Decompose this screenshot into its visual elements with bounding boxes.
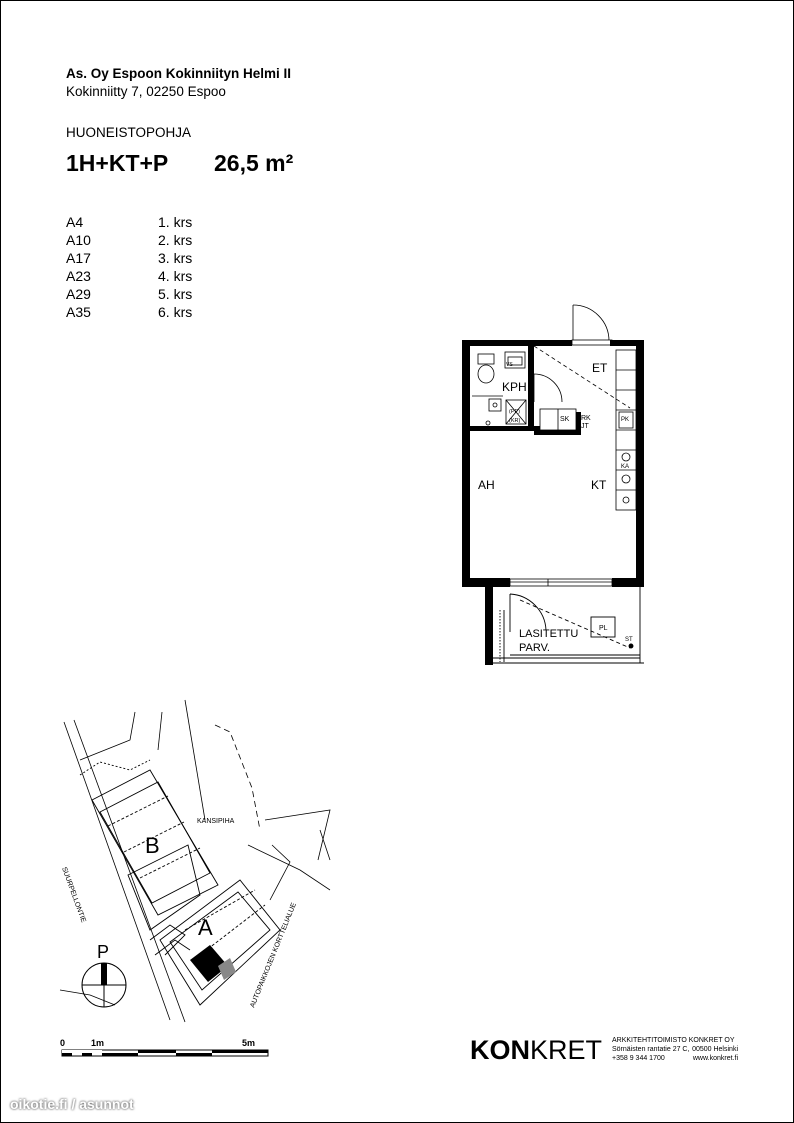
office-postal: 00500 Helsinki bbox=[692, 1046, 738, 1053]
balcony-door-window bbox=[510, 579, 612, 586]
logo-light-part: KRET bbox=[530, 1035, 603, 1065]
room-label-balcony-1: LASITETTU bbox=[519, 628, 579, 640]
office-web: www.konkret.fi bbox=[692, 1055, 738, 1062]
label-ka: KA bbox=[621, 464, 630, 470]
site-plan bbox=[0, 690, 400, 1110]
room-label-kph: KPH bbox=[502, 380, 527, 394]
apartment-id: A10 bbox=[66, 232, 91, 248]
kansipiha-label: KANSIPIHA bbox=[197, 818, 235, 825]
apartment-floor: 6. krs bbox=[158, 304, 193, 320]
apartment-floor: 1. krs bbox=[158, 214, 193, 230]
apartment-floor: 4. krs bbox=[158, 268, 193, 284]
entrance-door bbox=[572, 305, 612, 345]
scale-label-1m: 1m bbox=[91, 1038, 105, 1048]
room-configuration: 1H+KT+P bbox=[66, 150, 169, 176]
room-label-ah: AH bbox=[478, 478, 495, 492]
label-rk: RK bbox=[581, 415, 591, 422]
apartment-id: A23 bbox=[66, 268, 91, 284]
street-west-label: SUURPELLONTIE bbox=[60, 866, 87, 924]
scale-label-0: 0 bbox=[60, 1038, 66, 1048]
konkret-logo bbox=[470, 1035, 602, 1066]
site-boundaries bbox=[60, 700, 330, 1022]
label-pp: (PP) bbox=[509, 409, 520, 415]
office-info bbox=[612, 1036, 738, 1063]
watermark: oikotie.fi / asunnot bbox=[10, 1096, 134, 1112]
office-phone: +358 9 344 1700 bbox=[612, 1055, 665, 1062]
scale-label-5m: 5m bbox=[242, 1038, 256, 1048]
compass-label: P bbox=[97, 942, 110, 962]
balcony bbox=[493, 587, 644, 663]
apartment-floor: 3. krs bbox=[158, 250, 193, 266]
room-label-kt: KT bbox=[591, 478, 607, 492]
plan-type-title: HUONEISTOPOHJA bbox=[66, 125, 192, 140]
apartment-floor: 5. krs bbox=[158, 286, 193, 302]
label-st: ST bbox=[625, 637, 633, 643]
apartment-id: A35 bbox=[66, 304, 91, 320]
north-arrow-icon bbox=[82, 963, 126, 1007]
kitchen-counter bbox=[616, 350, 636, 510]
apartment-id: A17 bbox=[66, 250, 91, 266]
label-sk: SK bbox=[560, 416, 570, 423]
street-east-label: AUTOPAIKKOJEN KORTTELIALUE bbox=[249, 901, 298, 1009]
logo-bold-part: KON bbox=[470, 1035, 530, 1065]
apartment-area: 26,5 m² bbox=[214, 150, 294, 176]
label-jt: JT bbox=[581, 423, 589, 430]
office-name: ARKKITEHTITOIMISTO KONKRET OY bbox=[612, 1037, 735, 1044]
apartment-id: A29 bbox=[66, 286, 91, 302]
building-b-label: B bbox=[145, 833, 160, 858]
project-name: As. Oy Espoon Kokinniityn Helmi II bbox=[66, 66, 292, 81]
apartment-id: A4 bbox=[66, 214, 84, 230]
label-pl: PL bbox=[599, 625, 608, 632]
label-kr: (KR) bbox=[509, 418, 521, 424]
scale-bar bbox=[62, 1050, 268, 1056]
building-a-label: A bbox=[198, 915, 213, 940]
label-vs: VS bbox=[506, 362, 513, 368]
room-label-et: ET bbox=[592, 361, 608, 375]
project-address: Kokinniitty 7, 02250 Espoo bbox=[66, 84, 226, 99]
office-street: Sörnäisten rantatie 27 C, bbox=[612, 1046, 690, 1053]
room-label-balcony-2: PARV. bbox=[519, 642, 550, 654]
exterior-walls bbox=[462, 340, 644, 665]
apartment-floor: 2. krs bbox=[158, 232, 193, 248]
label-pk: PK bbox=[621, 417, 630, 423]
